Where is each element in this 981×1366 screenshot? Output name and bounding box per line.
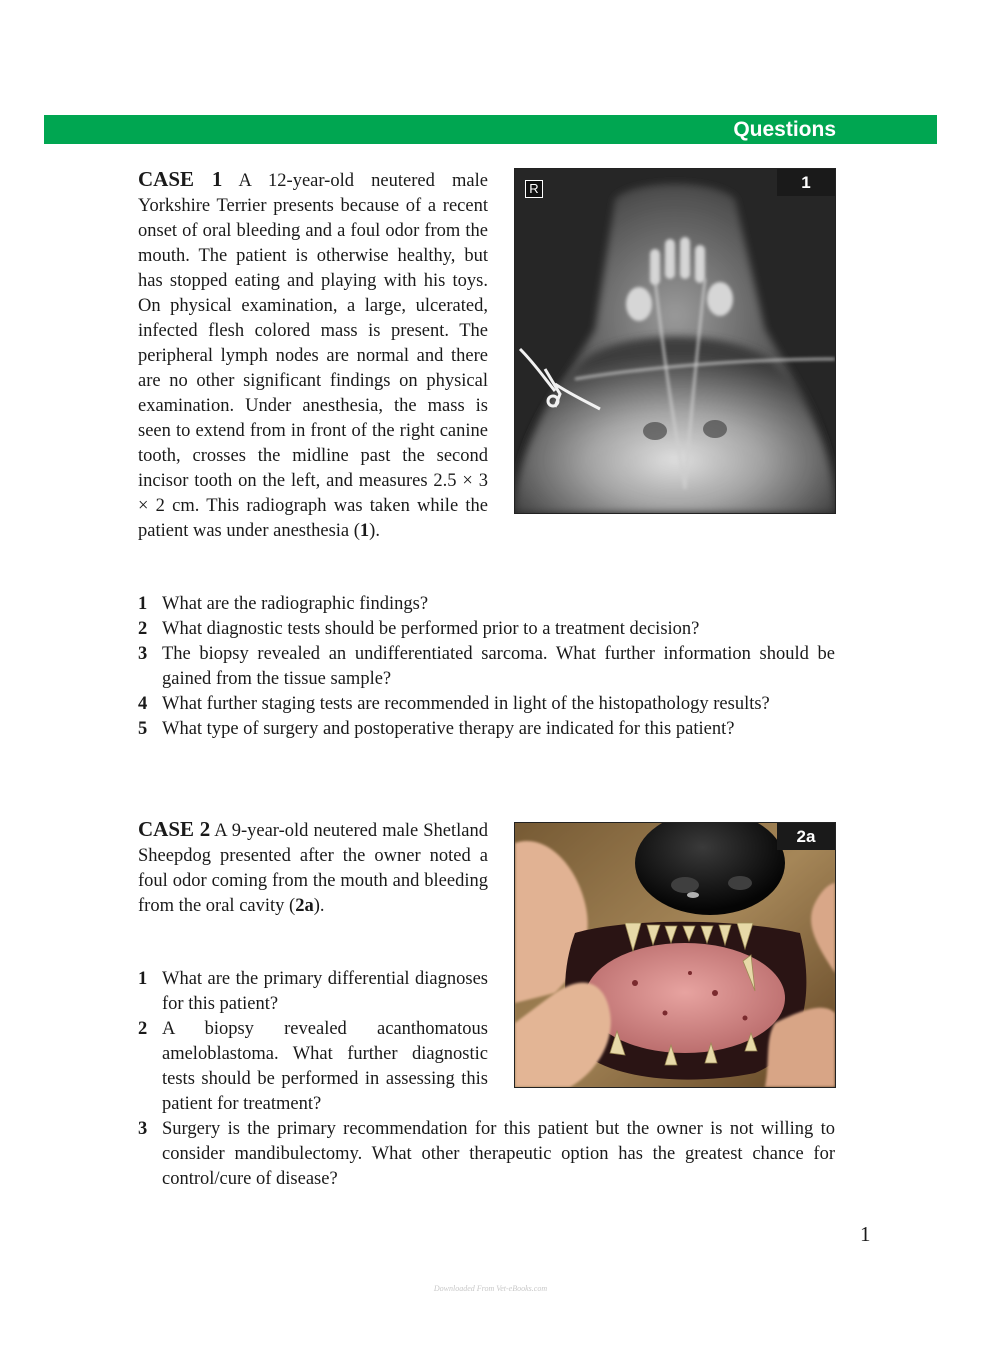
case1-heading: CASE 1 — [138, 167, 223, 191]
case2-figure-label: 2a — [777, 823, 835, 850]
question-text: Surgery is the primary recommendation for this patient but the owner is not willing to consider mandibulectomy. What other therapeutic option has the greatest chance for control/cure of disease? — [162, 1119, 835, 1189]
case2-oral-photo-figure — [514, 822, 836, 1088]
question-number: 3 — [138, 1119, 148, 1139]
case2-question-list-narrow — [138, 967, 488, 1117]
question-number: 2 — [138, 619, 148, 639]
case2-text-end: ). — [313, 896, 325, 916]
case1-figure-ref: 1 — [359, 521, 370, 541]
list-item — [138, 1017, 488, 1117]
list-item — [138, 642, 835, 692]
question-text: A biopsy revealed acanthomatous ameloblastoma. What further diagnostic tests should be performed in assessing this patient for treatment? — [162, 1019, 488, 1114]
radiograph-image — [515, 169, 835, 513]
question-number: 5 — [138, 719, 148, 739]
case1-description — [138, 167, 488, 544]
section-header-bar — [44, 115, 937, 144]
case1-figure-label: 1 — [777, 169, 835, 196]
case2-description — [138, 817, 488, 919]
list-item — [138, 617, 835, 642]
section-title: Questions — [733, 118, 836, 141]
case1-text: A 12-year-old neutered male Yorkshire Terrier presents because of a recent onset of oral bleeding and a foul odor from the mouth. The patient is otherwise healthy, but has stopped eating and playing with his toys. On physical examination, a large, ulcerated, infected flesh colored mass is present. The peripheral lymph nodes are normal and there are no other significant findings on physical examination. Under anesthesia, the mass is seen to extend from in front of the right canine tooth, crosses the midline past the second incisor tooth on the left, and measures 2.5 × 3 × 2 cm. This radiograph was taken while the patient was under anesthesia ( — [138, 171, 488, 541]
question-text: The biopsy revealed an undifferentiated sarcoma. What further information should be gained from the tissue sample? — [162, 644, 835, 689]
question-text: What are the radiographic findings? — [162, 594, 429, 614]
oral-cavity-photo — [515, 823, 835, 1087]
case2-figure-ref: 2a — [295, 896, 314, 916]
question-text: What further staging tests are recommended in light of the histopathology results? — [162, 694, 770, 714]
page-number: 1 — [860, 1222, 871, 1246]
question-text: What diagnostic tests should be performed prior to a treatment decision? — [162, 619, 700, 639]
list-item — [138, 717, 835, 742]
case2-question-list-wide — [138, 1117, 835, 1192]
radiograph-side-marker: R — [525, 180, 543, 198]
question-text: What type of surgery and postoperative therapy are indicated for this patient? — [162, 719, 735, 739]
list-item — [138, 967, 488, 1017]
list-item — [138, 1117, 835, 1192]
list-item — [138, 692, 835, 717]
question-number: 4 — [138, 694, 148, 714]
case2-text: A 9-year-old neutered male Shetland Sheepdog presented after the owner noted a foul odor coming from the mouth and bleeding from the oral cavity ( — [138, 821, 488, 916]
case2-heading: CASE 2 — [138, 817, 211, 841]
case1-radiograph-figure — [514, 168, 836, 514]
list-item — [138, 592, 835, 617]
footer-watermark: Downloaded From Vet-eBooks.com — [433, 1284, 548, 1293]
question-number: 1 — [138, 969, 148, 989]
question-number: 3 — [138, 644, 148, 664]
question-text: What are the primary differential diagnoses for this patient? — [162, 969, 488, 1014]
question-number: 2 — [138, 1019, 148, 1039]
case1-question-list — [138, 592, 835, 742]
case1-text-end: ). — [369, 521, 380, 541]
question-number: 1 — [138, 594, 148, 614]
